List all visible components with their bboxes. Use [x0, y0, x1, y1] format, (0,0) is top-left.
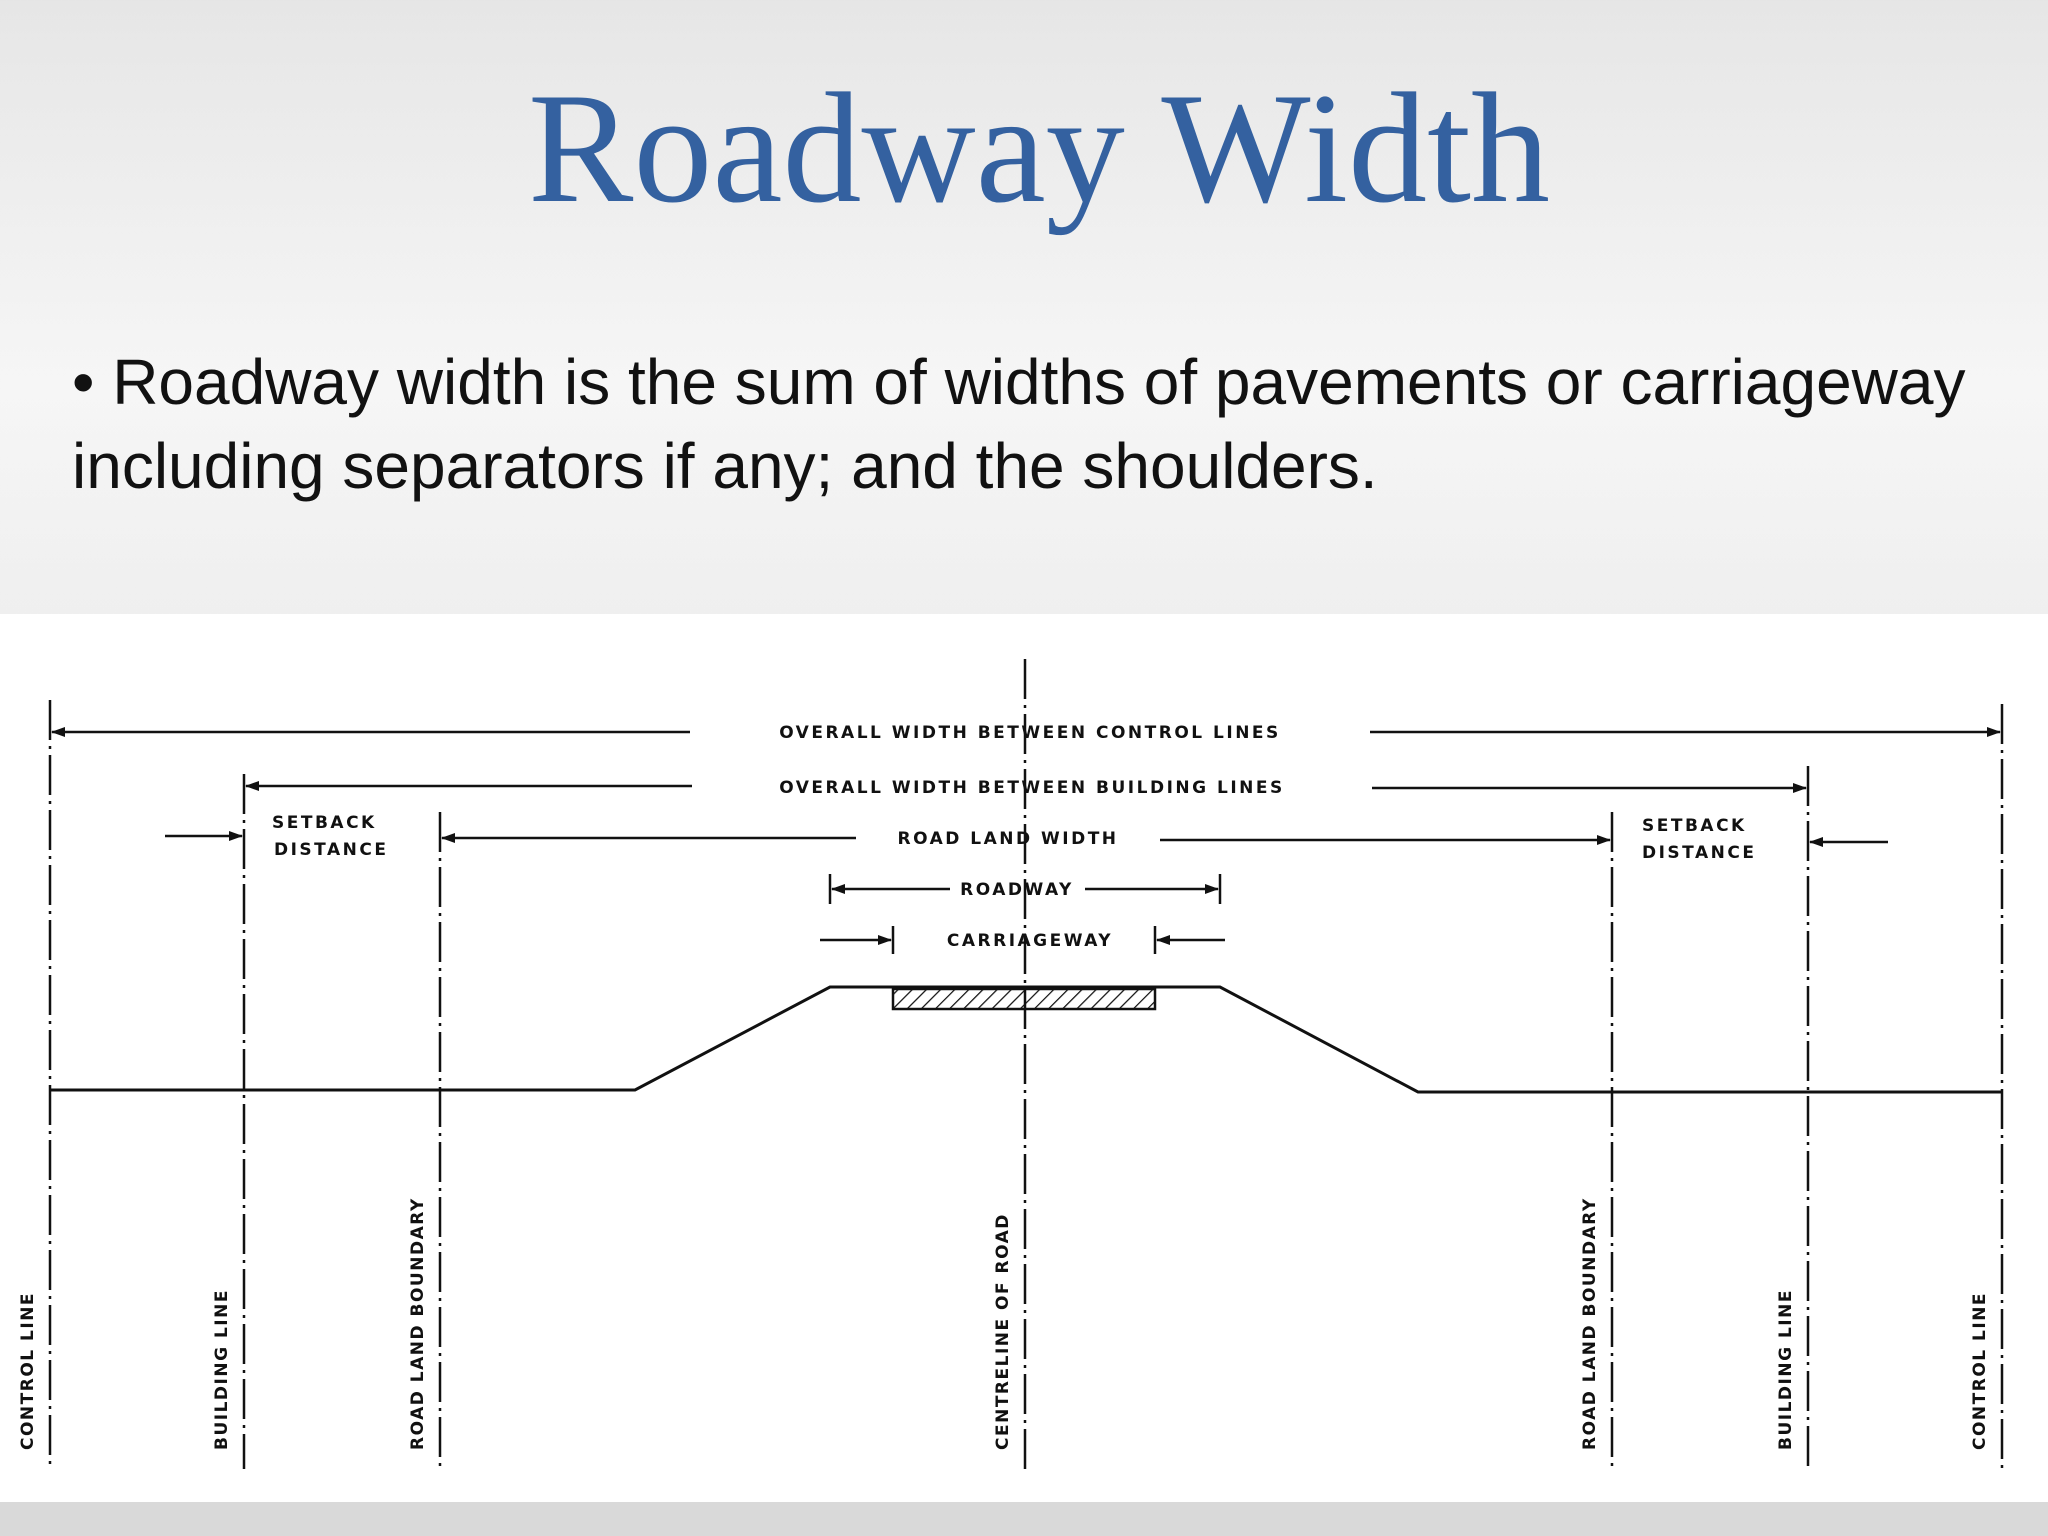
building-line-label-right: BUILDING LINE [1776, 1289, 1796, 1450]
bullet-text: • Roadway width is the sum of widths of pavements or carriageway including separators if any; and the shoulders. [72, 346, 1966, 502]
roadway-cross-section-figure [0, 614, 2048, 1502]
carriageway-label: CARRIAGEWAY [946, 931, 1114, 951]
bottom-strip [0, 1502, 2048, 1536]
setback-right-line2: DISTANCE [1642, 843, 1757, 863]
setback-right-line1: SETBACK [1642, 816, 1747, 836]
building-line-label-left: BUILDING LINE [212, 1289, 232, 1450]
slide-title: Roadway Width [528, 61, 1550, 236]
road-land-boundary-label-left: ROAD LAND BOUNDARY [408, 1197, 428, 1450]
setback-left-line2: DISTANCE [274, 840, 389, 860]
road-land-label: ROAD LAND WIDTH [897, 829, 1119, 849]
road-land-boundary-label-right: ROAD LAND BOUNDARY [1580, 1197, 1600, 1450]
pavement-hatch [893, 989, 1155, 1009]
overall-building-label: OVERALL WIDTH BETWEEN BUILDING LINES [779, 778, 1285, 798]
roadway-label: ROADWAY [960, 880, 1074, 900]
control-line-label-left: CONTROL LINE [18, 1291, 38, 1450]
overall-control-label: OVERALL WIDTH BETWEEN CONTROL LINES [779, 723, 1281, 743]
control-line-label-right: CONTROL LINE [1970, 1291, 1990, 1450]
centreline-label: CENTRELINE OF ROAD [993, 1213, 1013, 1450]
setback-left-line1: SETBACK [272, 813, 377, 833]
